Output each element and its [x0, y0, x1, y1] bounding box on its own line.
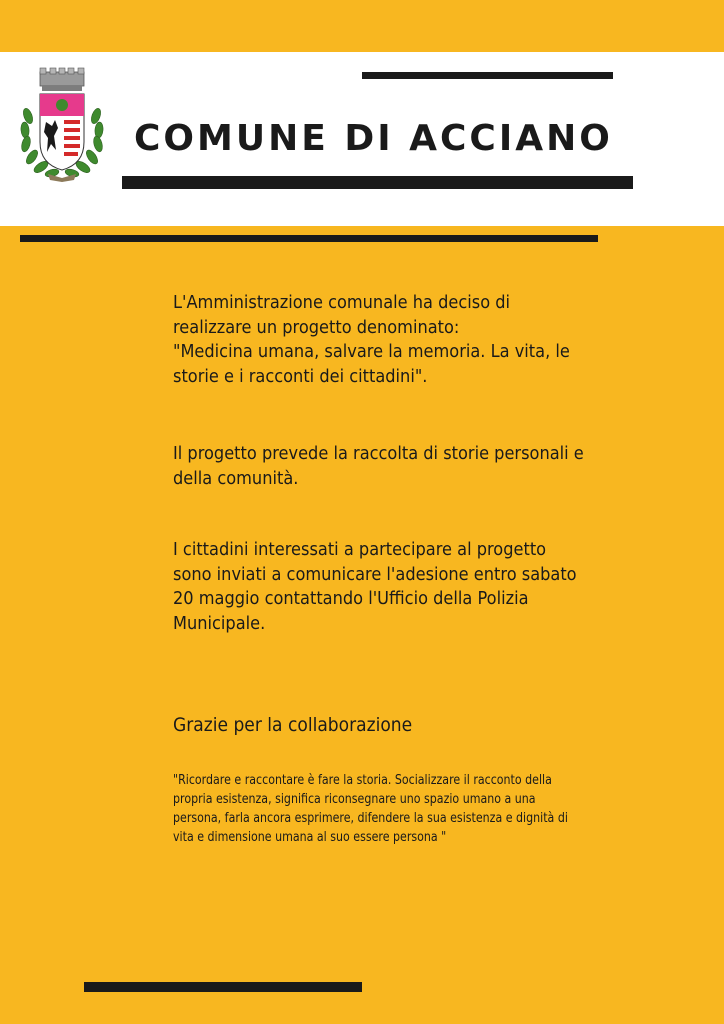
thanks-line: Grazie per la collaborazione	[173, 714, 413, 736]
closing-quote: "Ricordare e raccontare è fare la storia. Socializzare il racconto della propria esistenza, significa riconsegnare uno spazio umano a una persona, farla ancora esprimere, difendere la sua esistenza e dignità di vita e dimensione umana al suo essere persona "	[173, 773, 568, 845]
decorative-bar-top	[362, 72, 613, 79]
coat-of-arms-icon	[18, 66, 106, 182]
announcement-paragraph-1: L'Amministrazione comunale ha deciso di realizzare un progetto denominato: "Medicina umana, salvare la memoria. La vita, le storie e i racconti dei cittadini".	[173, 292, 570, 387]
announcement-paragraph-2: Il progetto prevede la raccolta di storie personali e della comunità.	[173, 443, 584, 489]
decorative-bar-bottom	[84, 982, 362, 992]
announcement-paragraph-3: I cittadini interessati a partecipare al progetto sono inviati a comunicare l'adesione entro sabato 20 maggio contattando l'Ufficio della Polizia Municipale.	[173, 539, 577, 634]
page-title: COMUNE DI ACCIANO	[134, 118, 613, 159]
decorative-bar-under-title	[122, 176, 633, 189]
decorative-bar-below-header	[20, 235, 598, 242]
